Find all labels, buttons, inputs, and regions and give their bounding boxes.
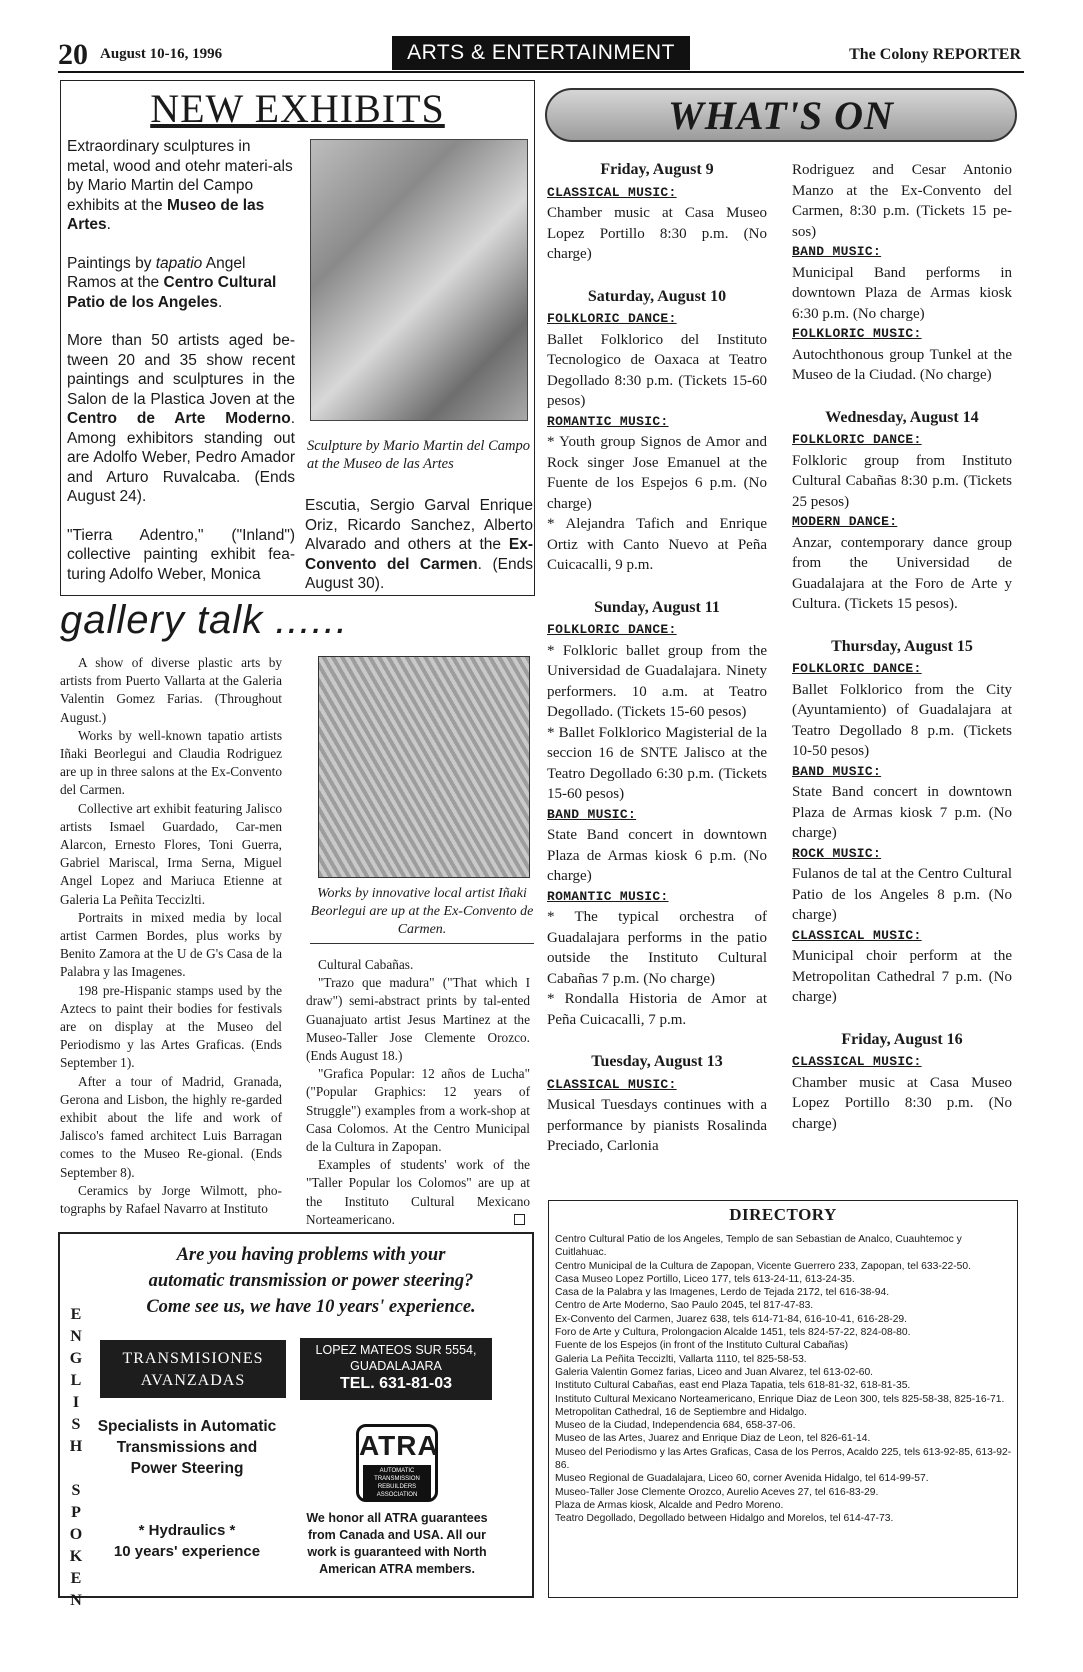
- vertical-letter: I: [72, 1394, 80, 1411]
- event-category: FOLKLORIC DANCE:: [547, 311, 677, 326]
- day-spacer: [547, 1030, 767, 1052]
- event-listing: Municipal Band performs in downtown Plaza de Armas kiosk 6:30 p.m. (No charge): [792, 264, 1012, 322]
- gallery-item: Cultural Cabañas.: [318, 957, 414, 972]
- directory-entry: Galeria Valentin Gomez farias, Liceo and Juan Alvarez, tel 613-02-60.: [555, 1366, 874, 1378]
- ad-hydraulics-line: 10 years' experience: [113, 1543, 261, 1560]
- gallery-item: After a tour of Madrid, Granada, Gerona and Lisbon, the highly re-garded exhibit about the life and work of Jalisco's famed architect Luis Barragan comes to the Museo Re-gional. (Ends September 8).: [60, 1073, 282, 1180]
- day-spacer: [792, 615, 1012, 637]
- exhibit-text: Extraordinary sculptures in metal, wood and otehr materi-als by Mario Martin del Campo exhibits at the: [67, 138, 293, 214]
- event-listing: * Rondalla Historia de Amor at Peña Cuicacalli, 7 p.m.: [547, 991, 767, 1028]
- directory-entry: Museo de las Artes, Juarez and Enrique Diaz de Leon, tel 826-61-14.: [555, 1433, 871, 1445]
- event-day-heading: Friday, August 9: [600, 161, 714, 178]
- venue-name: Centro Cultural Patio de los Angeles: [67, 274, 277, 311]
- event-listing: * The typical orchestra of Guadalajara performs in the patio outside the Instituto Cultural Cabañas 7 p.m. (No charge): [547, 909, 767, 987]
- venue-name: Centro de Arte Moderno: [67, 410, 291, 427]
- venue-name: Ex-Convento del Carmen: [305, 536, 533, 573]
- event-listing: State Band concert in downtown Plaza de Armas kiosk 6 p.m. (No charge): [547, 827, 767, 884]
- vertical-letter: N: [70, 1328, 82, 1345]
- whats-on-title: WHAT'S ON: [668, 93, 894, 138]
- directory-entry: Instituto Cultural Cabañas, east end Plaza Tapatia, tels 618-81-32, 618-81-35.: [555, 1380, 911, 1392]
- gallery-item: Portraits in mixed media by local artist Carmen Bordes, plus works by Benito Zamora at the U de G's Casa de la Palabra y las Imagenes.: [60, 909, 282, 980]
- day-spacer: [547, 265, 767, 287]
- new-exhibits-column-2: [305, 496, 533, 594]
- exhibit-text: tapatio: [155, 254, 203, 272]
- gallery-item: Collective art exhibit featuring Jalisco artists Ismael Guardado, Car-men Alarcon, Ernesto Flores, Toni Guerra, Gabriel Mariscal, Irma Serna, Miguel Angel Lopez and Mariuca Etienne at Galeria La Peñita Teccizlti.: [60, 800, 282, 907]
- event-category: FOLKLORIC MUSIC:: [792, 326, 922, 341]
- gallery-talk-title: gallery talk ......: [60, 598, 348, 642]
- directory-entry: Fuente de los Espejos (in front of the Instituto Cultural Cabañas): [555, 1340, 849, 1352]
- phone-number: TEL. 631-81-03: [339, 1375, 453, 1392]
- event-listing: Folkloric group from Instituto Cultural Cabañas 8:30 p.m. (Tickets 25 pesos): [792, 452, 1012, 510]
- ad-specialists: Specialists in Automatic Transmissions and Power Steering: [97, 1418, 277, 1477]
- event-day-heading: Saturday, August 10: [587, 287, 727, 305]
- event-listing: Chamber music at Casa Museo Lopez Portillo 8:30 p.m. (No charge): [792, 1074, 1012, 1132]
- directory-entry: Centro Municipal de la Cultura de Zapopan, Vicente Guerrero 233, Zapopan, tel 633-22-50.: [555, 1260, 971, 1272]
- directory-entry: Plaza de Armas kiosk, Alcalde and Pedro Moreno.: [555, 1499, 784, 1511]
- event-day-heading: Thursday, August 15: [831, 637, 973, 655]
- photo-caption: Works by innovative local artist Iñaki Beorlegui are up at the Ex-Convento de Carmen.: [310, 885, 534, 944]
- gallery-item: Examples of students' work of the "Taller Popular los Colomos" are up at the Instituto Cultural Mexicano Norteamericano.: [306, 1157, 530, 1227]
- exhibit-text: More than 50 artists aged be-tween 20 and 35 show recent paintings and sculptures in the Salon de la Plastica Joven at the: [67, 332, 295, 408]
- event-category: BAND MUSIC:: [792, 244, 882, 259]
- atra-logo-subtitle: AUTOMATIC TRANSMISSION REBUILDERS ASSOCIATION: [363, 1465, 431, 1501]
- day-spacer: [547, 576, 767, 598]
- vertical-letter: E: [70, 1570, 82, 1587]
- address-line: LOPEZ MATEOS SUR 5554,: [315, 1343, 477, 1357]
- whats-on-banner: [545, 88, 1017, 142]
- gallery-item: 198 pre-Hispanic stamps used by the Aztecs to paint their bodies for festivals are on display at the Museo del Periodismo y las Artes Graficas. (Ends September 1).: [60, 982, 282, 1071]
- atra-logo: [356, 1424, 438, 1502]
- sculpture-photo: [310, 139, 528, 421]
- new-exhibits-box: [60, 80, 535, 596]
- business-name-line: TRANSMISIONES: [122, 1350, 264, 1367]
- ad-guarantee: We honor all ATRA guarantees from Canada and USA. All our work is guaranteed with North American ATRA members.: [306, 1511, 488, 1576]
- exhibit-paragraph: [67, 331, 295, 507]
- exhibit-text: .: [218, 293, 223, 311]
- page-number: 20: [58, 38, 88, 71]
- event-listing: Municipal choir perform at the Metropolitan Cathedral 7 p.m. (No charge): [792, 948, 1012, 1005]
- vertical-letter: [64, 1458, 88, 1480]
- new-exhibits-column-1: [67, 137, 295, 603]
- event-listing: Musical Tuesdays continues with a performance by pianists Rosalinda Preciado, Carlonia: [547, 1097, 767, 1154]
- vertical-letter: O: [69, 1526, 83, 1543]
- event-category: FOLKLORIC DANCE:: [547, 622, 677, 637]
- exhibit-text: Paintings by: [67, 254, 156, 272]
- directory-entry: Casa Museo Lopez Portillo, Liceo 177, tels 613-24-11, 613-24-35.: [555, 1273, 855, 1285]
- ad-headline-line: Come see us, we have 10 years' experience.: [146, 1297, 476, 1317]
- event-category: FOLKLORIC DANCE:: [792, 432, 922, 447]
- vertical-letter: S: [71, 1482, 81, 1499]
- event-listing: * Ballet Folklorico Magisterial de la seccion 16 de SNTE Jalisco at the Teatro Degollado 6:30 p.m. (Tickets 15-60 pesos): [547, 724, 767, 802]
- event-category: CLASSICAL MUSIC:: [547, 1076, 677, 1092]
- directory-entry: Museo del Periodismo y las Artes Graficas, Casa de los Perros, Acaldo 225, tels 613-92-85, 613-92-86.: [555, 1446, 1012, 1472]
- event-category: CLASSICAL MUSIC:: [792, 927, 922, 943]
- vertical-letter: G: [69, 1350, 83, 1367]
- business-name: [100, 1340, 286, 1398]
- event-category: ROMANTIC MUSIC:: [547, 413, 669, 429]
- event-category: BAND MUSIC:: [792, 763, 882, 779]
- directory-entry: Galeria La Peñita Teccizlti, Vallarta 1110, tel 825-58-53.: [555, 1353, 807, 1365]
- directory-entry: Instituto Cultural Mexicano Norteamericano, Enrique Diaz de Leon 300, tels 825-58-38, 825-16-71.: [555, 1393, 1005, 1405]
- day-spacer: [792, 386, 1012, 408]
- paper-name: The Colony REPORTER: [849, 46, 1021, 63]
- business-address: [300, 1338, 492, 1400]
- event-listing: Autochthonous group Tunkel at the Museo de la Ciudad. (No charge): [792, 346, 1012, 383]
- event-listing: Anzar, contemporary dance group from the Universidad de Guadalajara at the Foro de Arte y Cultura. (Tickets 15 pesos).: [792, 534, 1012, 612]
- event-day-heading: Sunday, August 11: [594, 598, 720, 616]
- vertical-letter: K: [69, 1548, 83, 1565]
- event-category: ROMANTIC MUSIC:: [547, 888, 669, 904]
- issue-date: August 10-16, 1996: [100, 46, 223, 62]
- directory-entry: Casa de la Palabra y las Imagenes, Lerdo de Tejada 2172, tel 616-38-94.: [555, 1287, 890, 1299]
- vertical-letter: P: [71, 1504, 81, 1521]
- directory-entry: Foro de Arte y Cultura, Prolongacion Alcalde 1451, tels 824-57-22, 824-08-80.: [555, 1327, 911, 1339]
- ad-headline-line: Are you having problems with your: [176, 1245, 446, 1265]
- directory-title: DIRECTORY: [729, 1205, 837, 1224]
- vertical-letter: N: [70, 1592, 82, 1609]
- photo-caption: Sculpture by Mario Martin del Campo at the Museo de las Artes: [307, 438, 530, 472]
- section-title: ARTS & ENTERTAINMENT: [392, 36, 690, 70]
- gallery-talk-column-2: [306, 956, 530, 1229]
- whats-on-column-1: [547, 160, 767, 1157]
- event-listing: * Folkloric ballet group from the Universidad de Guadalajara. Ninety performers. 10 a.m. at Teatro Degollado. (Tickets 15-60 pesos): [547, 642, 767, 720]
- event-day-heading: Wednesday, August 14: [825, 408, 979, 426]
- directory-entry: Centro Cultural Patio de los Angeles, Templo de san Sebastian de Analco, Cuauhtemoc y Cuitlahuac.: [555, 1234, 962, 1259]
- vertical-letter: H: [69, 1438, 83, 1455]
- directory-entry: Centro de Arte Moderno, Sao Paulo 2045, tel 817-47-83.: [555, 1300, 814, 1312]
- exhibit-text: .: [106, 216, 111, 233]
- event-listing: * Alejandra Tafich and Enrique Ortiz with Canto Nuevo at Peña Cuicacalli, 9 p.m.: [547, 516, 767, 573]
- event-listing: State Band concert in downtown Plaza de Armas kiosk 7 p.m. (No charge): [792, 784, 1012, 841]
- event-listing: * Youth group Signos de Amor and Rock singer Jose Emanuel at the Fuente de los Espejos 6 p.m. (No charge): [547, 434, 767, 512]
- directory-entry: Teatro Degollado, Degollado between Hidalgo and Morelos, tel 614-47-73.: [555, 1513, 894, 1525]
- directory-entry: Ex-Convento del Carmen, Juarez 638, tels 614-71-84, 616-10-41, 616-28-29.: [555, 1313, 908, 1325]
- exhibit-paragraph: [67, 137, 295, 235]
- directory-entry: Metropolitan Cathedral, 16 de Septiembre and Hidalgo.: [555, 1406, 807, 1418]
- gallery-item: A show of diverse plastic arts by artists from Puerto Vallarta at the Galeria Valentin Gomez Farias. (Throughout August.): [60, 655, 282, 725]
- exhibit-text: . Among exhibitors standing out are Adolfo Weber, Pedro Amador and Arturo Ruvalcaba. (Ends August 24).: [67, 410, 295, 505]
- transmission-ad: [58, 1232, 534, 1609]
- exhibit-text: Angel Ramos at the: [67, 254, 246, 291]
- directory-entry: Museo-Taller Jose Clemente Orozco, Aurelio Aceves 27, tel 616-83-29.: [555, 1486, 879, 1498]
- exhibit-paragraph: "Tierra Adentro," ("Inland") collective painting exhibit fea-turing Adolfo Weber, Monica: [67, 526, 295, 583]
- vertical-letter: L: [70, 1372, 82, 1389]
- event-day-heading: Tuesday, August 13: [591, 1053, 723, 1070]
- gallery-photo: [318, 656, 530, 878]
- english-spoken-vertical: [64, 1304, 88, 1612]
- event-listing: Fulanos de tal at the Centro Cultural Patio de los Angeles 8 p.m. (No charge): [792, 866, 1012, 923]
- event-listing: Ballet Folklorico from the City (Ayuntamiento) of Guadalajara at Teatro Degollado 8 p.m. (Tickets 10-50 pesos): [792, 681, 1012, 759]
- ad-headline-line: automatic transmission or power steering?: [148, 1271, 474, 1291]
- event-listing: Chamber music at Casa Museo Lopez Portillo 8:30 p.m. (No charge): [547, 205, 767, 262]
- exhibit-text: . (Ends August 30).: [305, 555, 533, 592]
- atra-logo-text: ATRA: [359, 1430, 439, 1461]
- event-listing: Ballet Folklorico del Instituto Tecnologico de Oaxaca at Teatro Degollado 8:30 p.m. (Tickets 15-60 pesos): [547, 331, 767, 409]
- header-rule: [58, 71, 1024, 73]
- day-spacer: [792, 1008, 1012, 1030]
- directory-entry: Museo Regional de Guadalajara, Liceo 60, corner Avenida Hidalgo, tel 614-99-57.: [555, 1473, 929, 1485]
- event-day-heading: Friday, August 16: [841, 1030, 963, 1048]
- event-category: FOLKLORIC DANCE:: [792, 661, 922, 676]
- gallery-item: Works by well-known tapatio artists Iñaki Beorlegui and Claudia Rodriguez are up in three salons at the Ex-Convento del Carmen.: [60, 727, 282, 798]
- gallery-talk-column-1: [60, 654, 282, 1218]
- event-listing: Rodriguez and Cesar Antonio Manzo at the Ex-Convento del Carmen, 8:30 p.m. (Tickets 15 pe-sos): [792, 162, 1012, 240]
- gallery-item: "Grafica Popular: 12 años de Lucha" ("Popular Graphics: 12 years of Struggle") examples from a work-shop at Casa Colomos. At the Centro Municipal de la Cultura in Zapopan.: [306, 1066, 530, 1155]
- ad-hydraulics-line: * Hydraulics *: [138, 1522, 236, 1539]
- event-category: ROCK MUSIC:: [792, 845, 882, 861]
- gallery-item: Ceramics by Jorge Wilmott, pho-tographs by Rafael Navarro at Instituto: [60, 1182, 282, 1217]
- directory-box: [548, 1200, 1018, 1598]
- gallery-item: "Trazo que madura" ("That which I draw") semi-abstract prints by tal-ented Guanajuato artist Jesus Martinez at the Museo-Taller Jose Clemente Orozco. (Ends August 18.): [306, 975, 530, 1064]
- event-category: CLASSICAL MUSIC:: [547, 184, 677, 200]
- directory-list: [555, 1233, 1013, 1526]
- end-mark-icon: [514, 1214, 525, 1225]
- ad-hydraulics: [92, 1520, 282, 1562]
- event-category: CLASSICAL MUSIC:: [792, 1054, 922, 1069]
- ad-headline: [96, 1242, 526, 1320]
- vertical-letter: S: [71, 1416, 81, 1433]
- new-exhibits-title: NEW EXHIBITS: [150, 86, 445, 131]
- exhibit-paragraph: [67, 254, 295, 313]
- vertical-letter: E: [70, 1306, 82, 1323]
- venue-name: Museo de las Artes: [67, 196, 265, 233]
- business-name-line: AVANZADAS: [140, 1372, 246, 1389]
- exhibit-text: Escutia, Sergio Garval Enrique Oriz, Ricardo Sanchez, Alberto Alvarado and others at the: [305, 497, 533, 553]
- event-category: MODERN DANCE:: [792, 514, 898, 529]
- event-category: BAND MUSIC:: [547, 806, 637, 822]
- address-line: GUADALAJARA: [350, 1359, 442, 1373]
- whats-on-column-2: [792, 160, 1012, 1134]
- directory-entry: Museo de la Ciudad, Independencia 684, 658-37-06.: [555, 1420, 796, 1432]
